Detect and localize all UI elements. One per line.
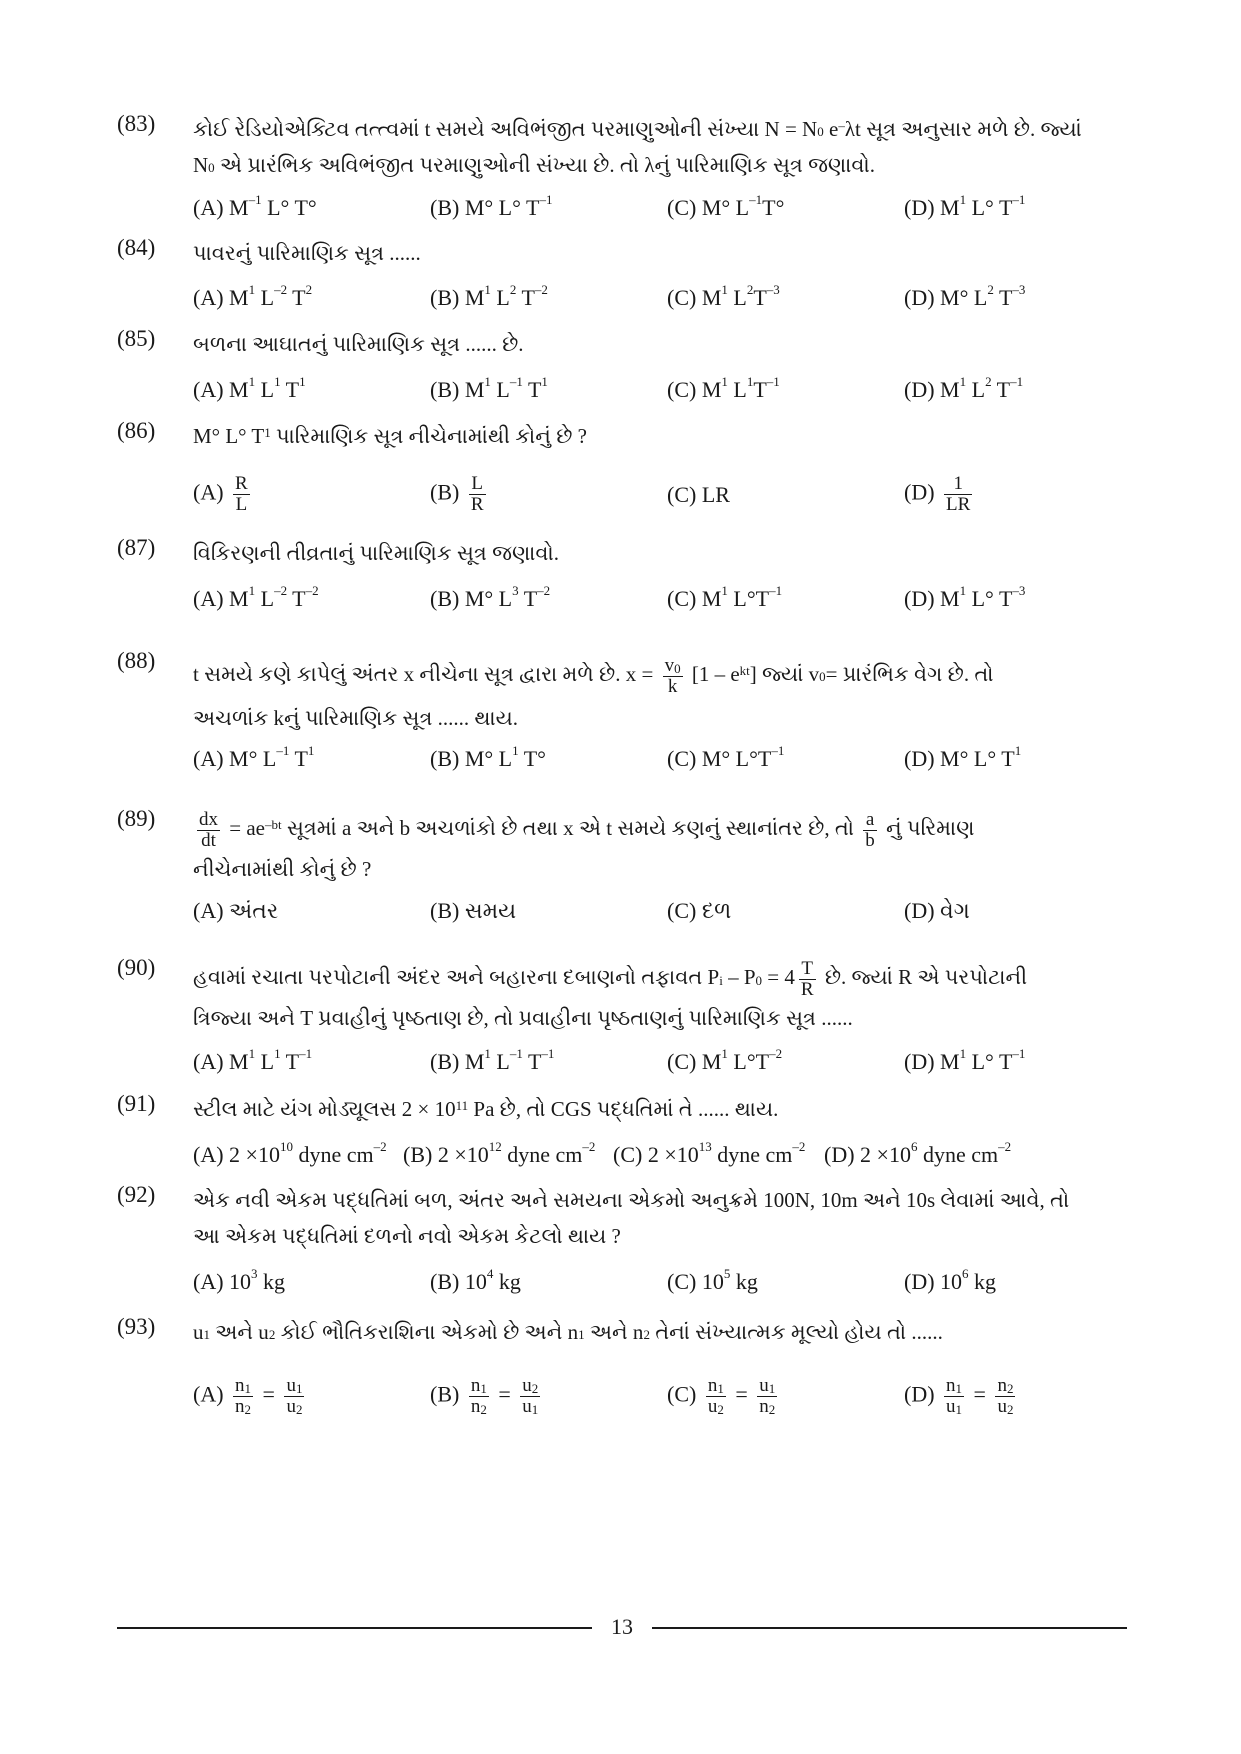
question-88: [117, 648, 1129, 736]
option-c[interactable]: (C) $M^1$ $L^\circ T^{-1}$: [667, 583, 783, 611]
question-92: [117, 1182, 1129, 1254]
question-text: સ્ટીલ માટે યંગ મોડ્યૂલસ $2 \times 10^{11}$ Pa છે, તો CGS પદ્ધતિમાં તે ...... થાય.: [193, 1097, 779, 1121]
option-c[interactable]: (C) M° $L^{-1}T^\circ$: [667, 192, 785, 220]
question-number: (89): [117, 806, 156, 831]
option-d[interactable]: (D) $2 \times 10^6$ dyne $cm^{-2}$: [824, 1139, 1012, 1167]
option-c[interactable]: (C) દળ: [667, 898, 732, 923]
option-b[interactable]: (B) M° L° $T^{-1}$: [430, 192, 553, 220]
option-a[interactable]: (A) $M^1$ $L^{-2}$ $T^2$: [193, 282, 313, 310]
option-a[interactable]: (A) $2 \times 10^{10}$ dyne $cm^{-2}$: [193, 1139, 387, 1167]
question-number: (83): [117, 111, 156, 136]
option-c[interactable]: (C) $M^1$ $L^\circ T^{-2}$: [667, 1046, 783, 1074]
option-a[interactable]: (A) $10^3$ kg: [193, 1266, 286, 1294]
question-85: [117, 326, 1129, 362]
option-c[interactable]: (C) $\frac{n_1}{u_2}$ = $\frac{u_1}{n_2}$: [667, 1375, 776, 1417]
question-93: [117, 1314, 1129, 1350]
question-87: [117, 535, 1129, 571]
question-text: પાવરનું પારિમાણિક સૂત્ર ......: [193, 241, 421, 265]
option-a[interactable]: (A) $\frac{n_1}{n_2}$ = $\frac{u_1}{u_2}$: [193, 1375, 303, 1417]
question-83: [117, 111, 1129, 183]
option-c[interactable]: (C) $M^1$ $L^2T^{-3}$: [667, 282, 780, 310]
question-text: t સમયે કણે કાપેલું અંતર x નીચેના સૂત્ર દ્વારા મળે છે. x = $\frac{v_0}{k}$ $[1 - e^{kt}]$ જ્યાં $v_0=$ પ્રારંભિક વેગ છે. તો: [193, 654, 994, 697]
question-text: એક નવી એકમ પદ્ધતિમાં બળ, અંતર અને સમયના એકમો અનુક્રમે 100N, 10m અને 10s લેવામાં આવે, તો: [193, 1188, 1070, 1212]
option-d[interactable]: (D) $\frac{1}{LR}$: [904, 473, 971, 515]
question-number: (84): [117, 235, 156, 260]
option-a[interactable]: (A) $M^{-1}$ L° T°: [193, 192, 317, 220]
option-b[interactable]: (B) $2 \times 10^{12}$ dyne $cm^{-2}$: [403, 1139, 596, 1167]
option-b[interactable]: (B) $M^1$ $L^2$ $T^{-2}$: [430, 282, 548, 310]
option-c[interactable]: (C) $10^5$ kg: [667, 1266, 758, 1294]
question-90: [117, 955, 1129, 1036]
option-b[interactable]: (B) $M^1$ $L^{-1}$ $T^1$: [430, 374, 548, 402]
question-86: [117, 418, 1129, 454]
option-a[interactable]: (A) $\frac{R}{L}$: [193, 473, 248, 515]
option-c[interactable]: (C) $M^1$ $L^1T^{-1}$: [667, 374, 780, 402]
question-number: (93): [117, 1314, 156, 1339]
question-number: (90): [117, 955, 156, 980]
question-text: કોઈ રેડિયોએક્ટિવ તત્ત્વમાં t સમયે અવિભંજીત પરમાણુઓની સંખ્યા $N = N_0$ e–λt સૂત્ર અનુસાર મળે છે. જ્યાં: [193, 117, 1082, 141]
option-b[interactable]: (B) $10^4$ kg: [430, 1266, 521, 1294]
option-d[interactable]: (D) $\frac{n_1}{u_1}$ = $\frac{n_2}{u_2}$: [904, 1375, 1014, 1417]
option-a[interactable]: (A) $M^1$ $L^1$ $T^1$: [193, 374, 306, 402]
question-91: [117, 1091, 1129, 1127]
question-text-line2: અચળાંક kનું પારિમાણિક સૂત્ર ...... થાય.: [193, 706, 519, 730]
option-c[interactable]: (C) $2 \times 10^{13}$ dyne $cm^{-2}$: [613, 1139, 806, 1167]
question-text: હવામાં રચાતા પરપોટાની અંદર અને બહારના દબાણનો તફાવત $P_i - P_0 = 4$ $\frac{T}{R}$ છે. જ્યાં R એ પરપોટાની: [193, 957, 1028, 1000]
option-b[interactable]: (B) $\frac{L}{R}$: [430, 473, 484, 515]
option-b[interactable]: (B) M° $L^1$ T°: [430, 743, 546, 771]
option-d[interactable]: (D) $M^1$ L° $T^{-1}$: [904, 1046, 1026, 1074]
footer-rule-left: [117, 1627, 592, 1629]
footer-rule-right: [652, 1627, 1127, 1629]
option-a[interactable]: (A) $M^1$ $L^{-2}$ $T^{-2}$: [193, 583, 319, 611]
question-text-line2: નીચેનામાંથી કોનું છે ?: [193, 856, 372, 881]
option-a[interactable]: (A) M° $L^{-1}$ $T^1$: [193, 743, 315, 771]
question-text: $u_1$ અને $u_2$ કોઈ ભૌતિકરાશિના એકમો છે અને $n_1$ અને $n_2$ તેનાં સંખ્યાત્મક મૂલ્યો હોય તો ......: [193, 1320, 943, 1344]
question-number: (92): [117, 1182, 156, 1207]
question-89: [117, 806, 1129, 887]
option-b[interactable]: (B) M° $L^3$ $T^{-2}$: [430, 583, 551, 611]
option-c[interactable]: (C) M° $L^\circ T^{-1}$: [667, 743, 785, 771]
question-number: (87): [117, 535, 156, 560]
option-d[interactable]: (D) વેગ: [904, 898, 970, 923]
option-a[interactable]: (A) $M^1$ $L^1$ $T^{-1}$: [193, 1046, 313, 1074]
question-text-line2: આ એકમ પદ્ધતિમાં દળનો નવો એકમ કેટલો થાય ?: [193, 1224, 621, 1248]
question-number: (86): [117, 418, 156, 443]
question-text-line2: $N_0$ એ પ્રારંભિક અવિભંજીત પરમાણુઓની સંખ્યા છે. તો λનું પારિમાણિક સૂત્ર જણાવો.: [193, 153, 875, 177]
option-d[interactable]: (D) $M^1$ $L^2$ $T^{-1}$: [904, 374, 1024, 402]
option-b[interactable]: (B) સમય: [430, 898, 517, 923]
option-d[interactable]: (D) M° L° $T^1$: [904, 743, 1022, 771]
question-text: બળના આઘાતનું પારિમાણિક સૂત્ર ...... છે.: [193, 332, 524, 356]
option-b[interactable]: (B) $M^1$ $L^{-1}$ $T^{-1}$: [430, 1046, 555, 1074]
option-d[interactable]: (D) $M^1$ L° $T^{-3}$: [904, 583, 1026, 611]
question-number: (88): [117, 648, 156, 673]
question-text-line2: ત્રિજ્યા અને T પ્રવાહીનું પૃષ્ઠતાણ છે, તો પ્રવાહીના પૃષ્ઠતાણનું પારિમાણિક સૂત્ર ......: [193, 1005, 853, 1030]
question-text: વિકિરણની તીવ્રતાનું પારિમાણિક સૂત્ર જણાવો.: [193, 541, 560, 565]
option-d[interactable]: (D) $M^1$ L° $T^{-1}$: [904, 192, 1026, 220]
question-text: $\frac{dx}{dt}$ = $ae^{-bt}$ સૂત્રમાં a અને b અચળાંકો છે તથા x એ t સમયે કણનું સ્થાનાંતર છે, તો $\frac{a}{b}$ નું પરિમાણ: [199, 808, 975, 851]
question-84: [117, 235, 1129, 271]
question-number: (91): [117, 1091, 156, 1116]
option-d[interactable]: (D) $10^6$ kg: [904, 1266, 997, 1294]
option-b[interactable]: (B) $\frac{n_1}{n_2}$ = $\frac{u_2}{u_1}$: [430, 1375, 539, 1417]
question-number: (85): [117, 326, 156, 351]
option-c[interactable]: (C) LR: [667, 482, 730, 507]
option-a[interactable]: (A) અંતર: [193, 898, 279, 923]
option-d[interactable]: (D) M° $L^2$ $T^{-3}$: [904, 282, 1026, 310]
question-text: M° L° $T^1$ પારિમાણિક સૂત્ર નીચેનામાંથી કોનું છે ?: [193, 424, 588, 448]
page-number: 13: [611, 1614, 633, 1639]
